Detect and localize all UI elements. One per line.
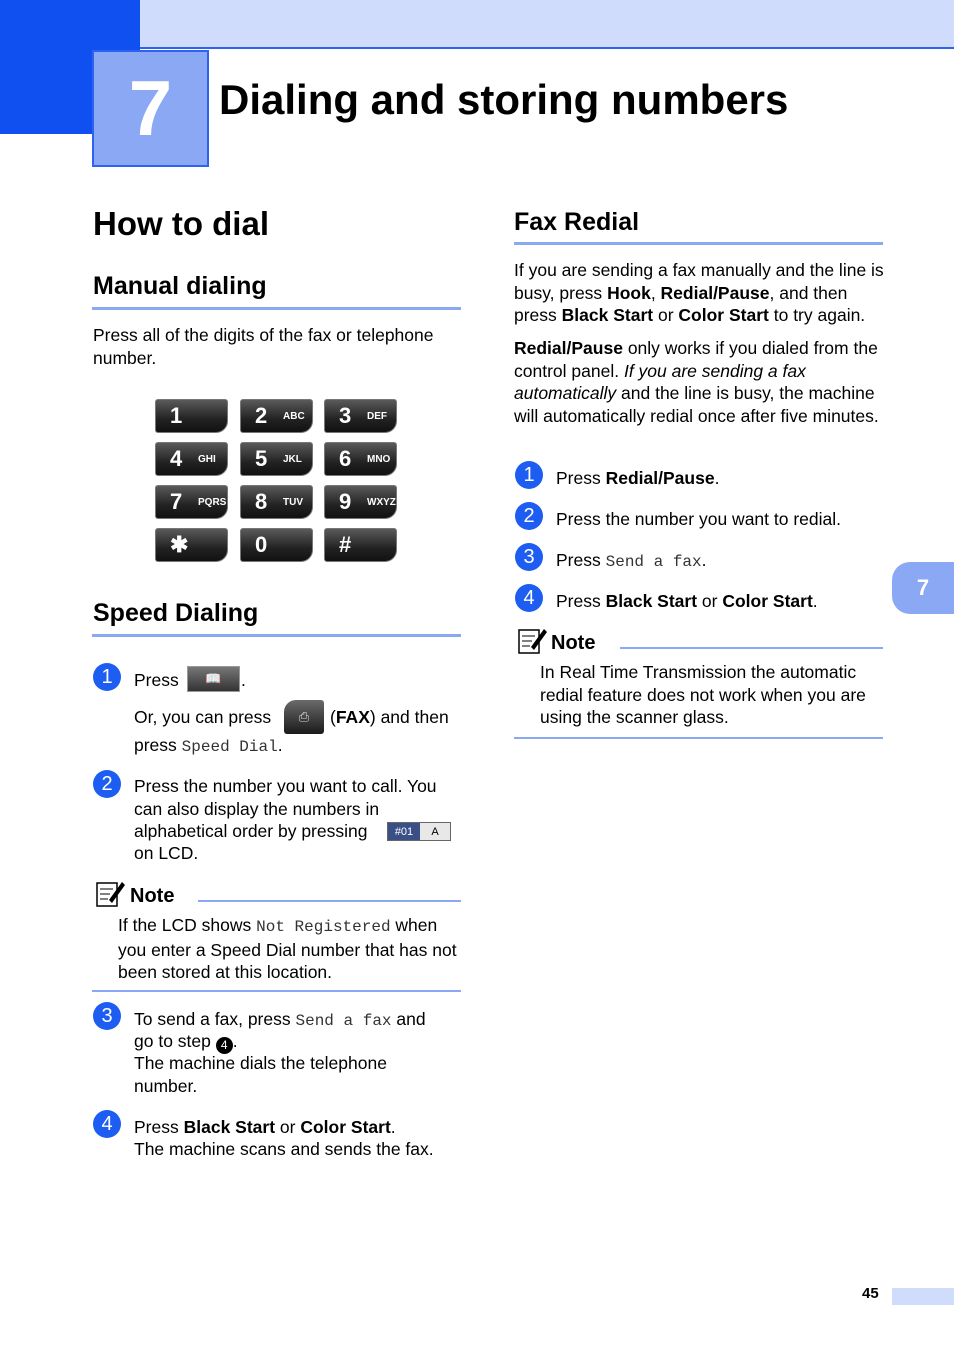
chapter-title: Dialing and storing numbers: [219, 76, 789, 123]
alphabetical-order-button: #01 A: [387, 822, 451, 841]
keypad-key: 5 JKL: [240, 442, 313, 476]
redial-step4: Press Black Start or Color Start.: [556, 591, 818, 611]
step-number: 1: [93, 663, 121, 691]
note-pencil-icon: [517, 625, 547, 655]
speed-dialing-heading: Speed Dialing: [93, 599, 259, 627]
note-rule-bottom: [92, 990, 461, 992]
speed-dialing-rule: [92, 634, 461, 637]
step1-dot: .: [241, 670, 246, 690]
keypad-key: 0: [240, 528, 313, 562]
redial-step1: Press Redial/Pause.: [556, 468, 720, 488]
address-book-button: [187, 666, 240, 692]
keypad-key: 9 WXYZ: [324, 485, 397, 519]
manual-dialing-rule: [92, 307, 461, 310]
manual-dialing-heading: Manual dialing: [93, 272, 267, 300]
keypad-key: #: [324, 528, 397, 562]
note-rule-top: [620, 647, 883, 649]
page-footer-bar: [892, 1288, 954, 1305]
step2-end: on LCD.: [134, 843, 199, 863]
note-rule-top: [198, 900, 461, 902]
fax-redial-rule: [514, 242, 883, 245]
book-icon: 📖: [205, 671, 222, 686]
fax-button: [284, 700, 324, 734]
step-number: 4: [515, 584, 543, 612]
keypad-key: 2 ABC: [240, 399, 313, 433]
step3-line2: go to step 4 .: [134, 1031, 238, 1052]
step-number: 2: [515, 502, 543, 530]
fax-redial-para1: If you are sending a fax manually and the line is busy, press Hook, Redial/Pause, and then press Black Start or Color Start to try again.: [514, 260, 884, 325]
keypad-key: 1: [155, 399, 228, 433]
note-title: Note: [130, 885, 175, 907]
header-band: [140, 0, 954, 49]
chapter-side-tab: 7: [892, 562, 954, 614]
step-number: 2: [93, 770, 121, 798]
page-number: 45: [862, 1285, 879, 1302]
step-number: 4: [93, 1110, 121, 1138]
note-title: Note: [551, 632, 596, 654]
step3-line3: The machine dials the telephone number.: [134, 1053, 387, 1096]
note-pencil-icon: [95, 878, 125, 908]
note-rule-bottom: [514, 737, 883, 739]
step-number: 1: [515, 461, 543, 489]
step1-press: Press: [134, 670, 179, 690]
step1-fax-line: (FAX) and then: [330, 707, 449, 727]
step-number: 3: [93, 1002, 121, 1030]
note-text: In Real Time Transmission the automatic redial feature does not work when you are using the scanner glass.: [540, 662, 866, 727]
keypad-illustration: [155, 399, 398, 563]
redial-step2: Press the number you want to redial.: [556, 509, 842, 529]
step-ref-badge: 4: [216, 1037, 233, 1054]
step1-press-speed: press Speed Dial.: [134, 735, 283, 756]
keypad-key: 8 TUV: [240, 485, 313, 519]
step1-or: Or, you can press: [134, 707, 272, 727]
step2-text: Press the number you want to call. You can also display the numbers in alphabetical order by pressing: [134, 776, 437, 841]
fax-redial-heading: Fax Redial: [514, 208, 640, 236]
step4-line2: The machine scans and sends the fax.: [134, 1139, 434, 1159]
note-text: If the LCD shows Not Registered when you enter a Speed Dial number that has not been stored at this location.: [118, 915, 457, 982]
fax-redial-para2: Redial/Pause only works if you dialed from the control panel. If you are sending a fax automatically and the line is busy, the machine will automatically redial once after five minutes.: [514, 338, 879, 426]
step3-line1: To send a fax, press Send a fax and: [134, 1009, 426, 1030]
keypad-key: 7 PQRS: [155, 485, 228, 519]
redial-step3: Press Send a fax.: [556, 550, 707, 571]
chapter-number: 7: [92, 50, 209, 167]
keypad-key: ✱: [155, 528, 228, 562]
keypad-key: 3 DEF: [324, 399, 397, 433]
fax-icon: ⎙: [298, 709, 310, 724]
keypad-key: 6 MNO: [324, 442, 397, 476]
manual-dialing-text: Press all of the digits of the fax or telephone number.: [93, 325, 434, 368]
how-to-dial-heading: How to dial: [93, 205, 269, 242]
step-number: 3: [515, 543, 543, 571]
step4-line1: Press Black Start or Color Start.: [134, 1117, 396, 1137]
keypad-key: 4 GHI: [155, 442, 228, 476]
